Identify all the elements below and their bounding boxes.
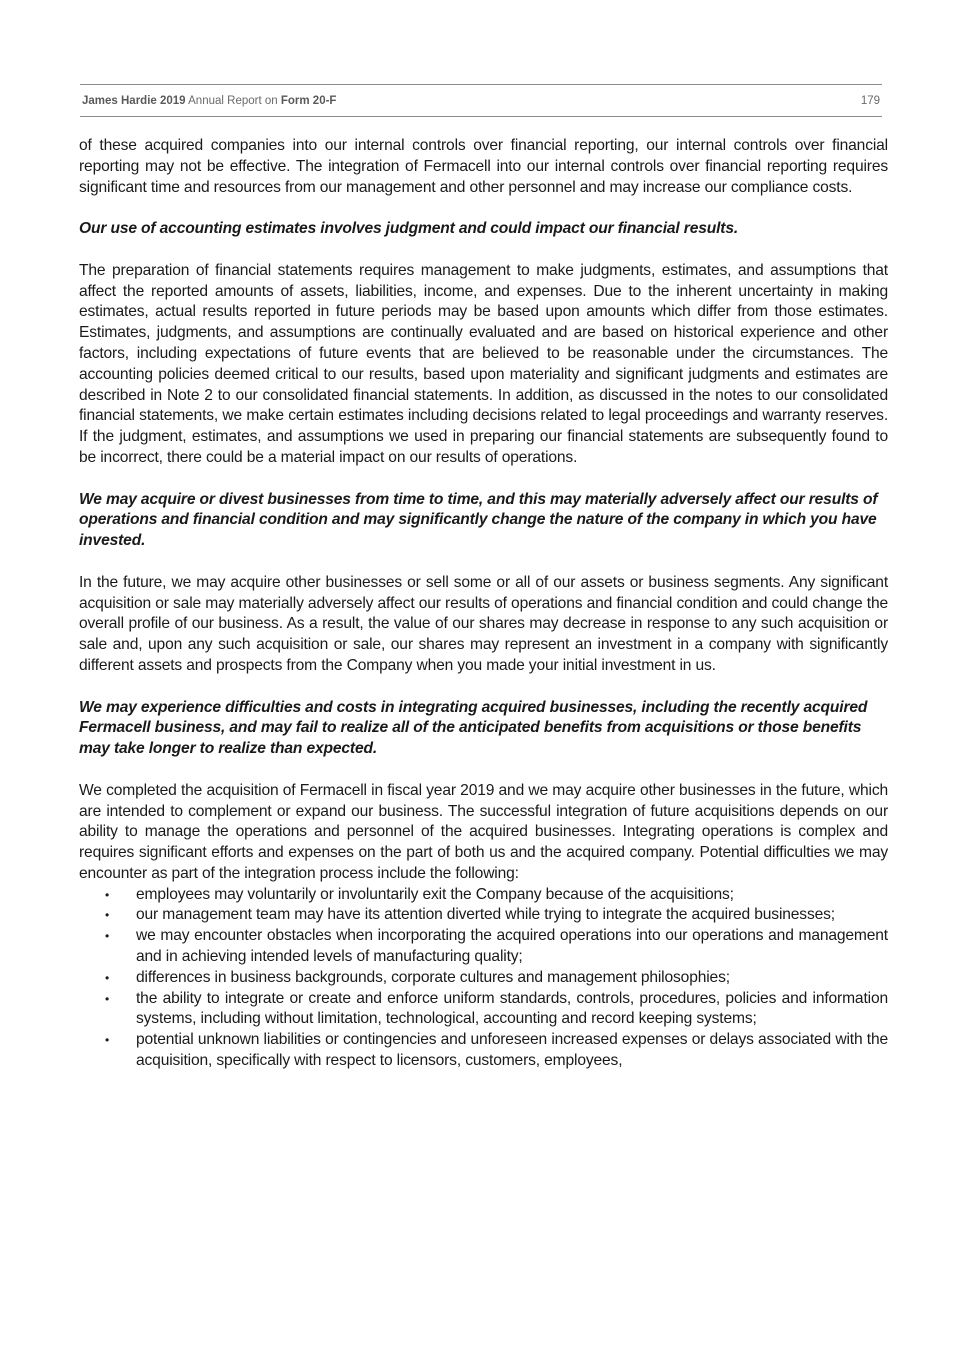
list-item — [79, 968, 888, 989]
bullet-icon: • — [105, 1033, 110, 1048]
report-label: Annual Report on — [188, 94, 278, 107]
section-heading: Our use of accounting estimates involves judgment and could impact our financial results. — [79, 220, 739, 238]
list-item — [79, 926, 888, 968]
list-item-text: potential unknown liabilities or contingencies and unforeseen increased expenses or delays associated with the acquisition, specifically with respect to licensors, customers, employees, — [136, 1031, 888, 1070]
page-header — [80, 84, 882, 117]
bullet-icon: • — [105, 929, 110, 944]
bullet-icon: • — [105, 970, 110, 985]
report-title — [82, 95, 336, 107]
list-item — [79, 885, 888, 906]
page-number: 179 — [860, 94, 880, 107]
list-item-text: we may encounter obstacles when incorporating the acquired operations into our operations and management and in achieving intended levels of manufacturing quality; — [136, 927, 888, 966]
header-bottom-rule — [80, 116, 882, 117]
paragraph: We completed the acquisition of Fermacell in fiscal year 2019 and we may acquire other businesses in the future, which are intended to complement or expand our business. The successful integration of future acquisitions depends on our ability to manage the operations and personnel of the acquired businesses. Integrating operations is complex and requires significant efforts and expenses on the part of both us and the acquired company. Potential difficulties we may encounter as part of the integration process include the following: — [79, 781, 888, 882]
company-name: James Hardie 2019 — [82, 94, 186, 107]
header-row — [80, 85, 882, 116]
paragraph: In the future, we may acquire other businesses or sell some or all of our assets or business segments. Any significant acquisition or sale may materially adversely affect our results of operations and financial condition and could change the overall profile of our business. As a result, the value of our shares may decrease in response to any such acquisition or sale and, upon any such acquisition or sale, our shares may represent an investment in a company with significantly different assets and prospects from the Company when you made your initial investment in us. — [79, 573, 888, 674]
bullet-list — [79, 885, 888, 1072]
section-heading: We may acquire or divest businesses from time to time, and this may materially adversely affect our results of operations and financial condition and may significantly change the nature of the company in which you have invested. — [79, 490, 878, 550]
list-item — [79, 905, 888, 926]
paragraph: of these acquired companies into our internal controls over financial reporting, our internal controls over financial reporting may not be effective. The integration of Fermacell into our internal controls over financial reporting requires significant time and resources from our management and other personnel and may increase our compliance costs. — [79, 137, 888, 196]
list-item-text: differences in business backgrounds, corporate cultures and management philosophies; — [136, 968, 730, 986]
page-body — [79, 136, 888, 1072]
bullet-icon: • — [105, 991, 110, 1006]
list-item-text: our management team may have its attention diverted while trying to integrate the acquired businesses; — [136, 906, 835, 924]
list-item — [79, 989, 888, 1031]
list-item-text: employees may voluntarily or involuntarily exit the Company because of the acquisitions; — [136, 885, 734, 903]
paragraph: The preparation of financial statements requires management to make judgments, estimates, and assumptions that affect the reported amounts of assets, liabilities, income, and expenses. Due to the inherent uncertainty in making estimates, actual results reported in future periods may be based upon amounts which differ from those estimates. Estimates, judgments, and assumptions are continually evaluated and are based on historical experience and other factors, including expectations of future events that are believed to be reasonable under the circumstances. The accounting policies deemed critical to our results, based upon materiality and significant judgments and estimates are described in Note 2 to our consolidated financial statements. In addition, as discussed in the notes to our consolidated financial statements, we make certain estimates including decisions related to legal proceedings and warranty reserves. If the judgment, estimates, and assumptions we used in preparing our financial statements are subsequently found to be incorrect, there could be a material impact on our results of operations. — [79, 261, 888, 466]
bullet-icon: • — [105, 887, 110, 902]
bullet-icon: • — [105, 908, 110, 923]
list-item-text: the ability to integrate or create and enforce uniform standards, controls, procedures, policies and information systems, including without limitation, technological, accounting and record keeping systems; — [136, 989, 888, 1028]
section-heading: We may experience difficulties and costs in integrating acquired businesses, including the recently acquired Fermacell business, and may fail to realize all of the anticipated benefits from acquisitions or those benefits may take longer to realize than expected. — [79, 698, 868, 758]
form-name: Form 20-F — [280, 94, 337, 107]
list-item — [79, 1030, 888, 1072]
